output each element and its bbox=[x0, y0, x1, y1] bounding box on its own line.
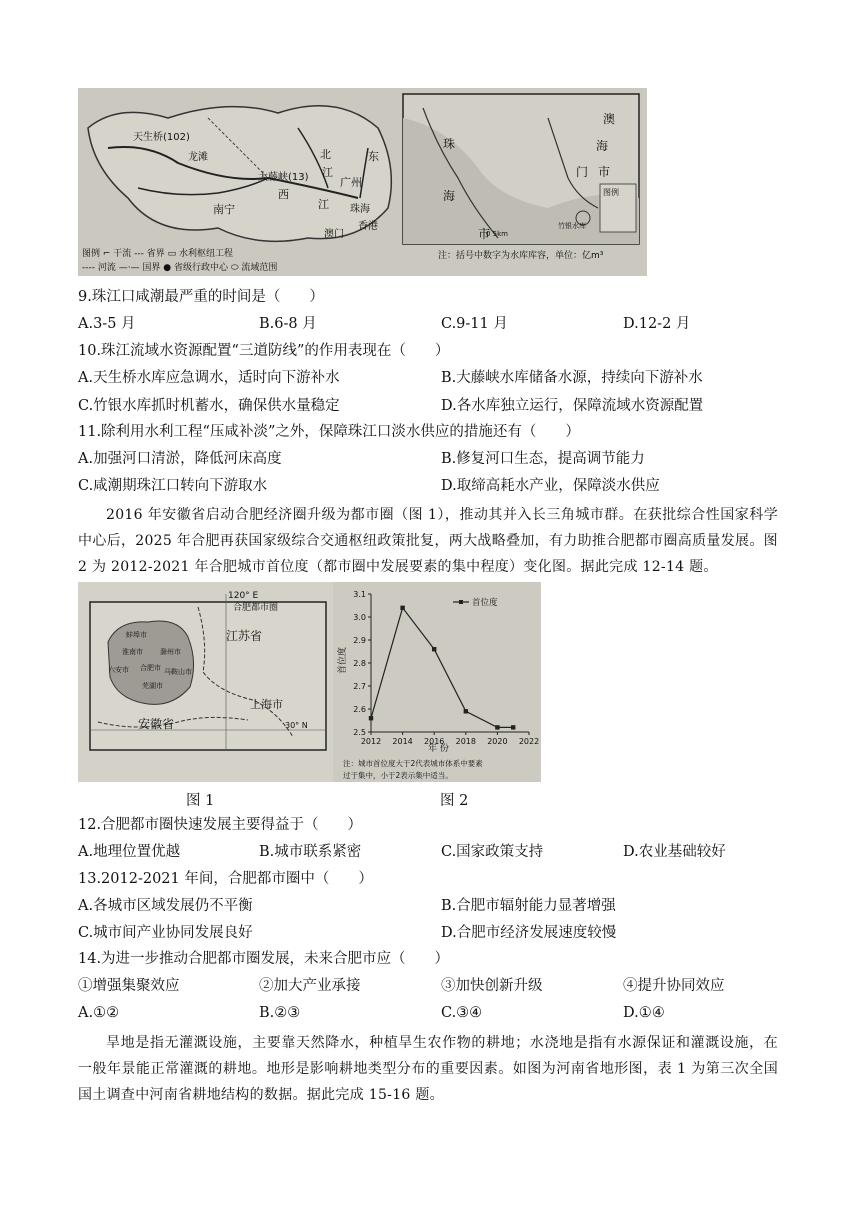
label-guangzhou: 广州 bbox=[340, 176, 362, 189]
city-bengbu: 蚌埠市 bbox=[126, 631, 147, 639]
map1-legend: 图例 ⌐ 干流 --- 省界 ▭ 水利枢纽工程 bbox=[82, 249, 233, 259]
label-zhuhai: 珠海 bbox=[350, 204, 370, 215]
q12-option-c[interactable]: C.国家政策支持 bbox=[441, 844, 544, 860]
q14-option-b[interactable]: B.②③ bbox=[259, 1005, 301, 1021]
q13-option-a[interactable]: A.各城市区域发展仍不平衡 bbox=[78, 898, 253, 914]
q10-option-b[interactable]: B.大藤峡水库储备水源，持续向下游补水 bbox=[441, 370, 703, 386]
figure-1-caption: 图 1 bbox=[186, 793, 215, 809]
chart-ylabel: 首位度 bbox=[338, 646, 348, 674]
map1-legend-2: ---- 河流 —·— 国界 ● 省级行政中心 ⬭ 流域范围 bbox=[82, 263, 278, 273]
passage-henan: 旱地是指无灌溉设施，主要靠天然降水，种植旱生农作物的耕地；水浇地是指有水源保证和灌溉设施，在一般年景能正常灌溉的耕地。地形是影响耕地类型分布的重要因素。如图为河南省地形图，表 1 为第三次全国国土调查中河南省耕地结构的数据。据此完成 15-16 题。 bbox=[78, 1035, 778, 1103]
q14-item-1: ①增强集聚效应 bbox=[78, 978, 180, 994]
chart-x-tick-label: 2018 bbox=[455, 737, 476, 746]
label-bei: 北 bbox=[320, 148, 331, 161]
q14-option-c[interactable]: C.③④ bbox=[441, 1005, 483, 1021]
label-xi: 西 bbox=[278, 188, 289, 201]
chart-point bbox=[511, 725, 515, 729]
map2-anhui: 安徽省 bbox=[138, 717, 175, 731]
inset-label-men: 门 bbox=[576, 165, 589, 179]
q9-stem: 9.珠江口咸潮最严重的时间是（ ） bbox=[78, 289, 324, 305]
q9-option-a[interactable]: A.3-5 月 bbox=[78, 316, 136, 332]
inset-legend: 图例 bbox=[603, 188, 619, 197]
city-chuzhou: 滁州市 bbox=[160, 648, 181, 656]
inset-label-ao: 澳 bbox=[603, 112, 616, 126]
chart-point bbox=[495, 725, 499, 729]
q11-option-b[interactable]: B.修复河口生态，提高调节能力 bbox=[441, 451, 645, 467]
q12-option-b[interactable]: B.城市联系紧密 bbox=[259, 844, 362, 860]
chart-point bbox=[432, 647, 436, 651]
label-aomen: 澳门 bbox=[324, 229, 344, 240]
q10-stem: 10.珠江流域水资源配置“三道防线”的作用表现在（ ） bbox=[78, 343, 450, 359]
label-bei-jiang: 江 bbox=[322, 166, 333, 179]
city-wuhu: 芜湖市 bbox=[142, 682, 163, 690]
chart-x-tick-label: 2014 bbox=[392, 737, 413, 746]
label-longtan: 龙滩 bbox=[188, 152, 208, 163]
chart-point bbox=[464, 709, 468, 713]
q14-option-d[interactable]: D.①④ bbox=[623, 1005, 665, 1021]
q14-item-4: ④提升协同效应 bbox=[623, 978, 725, 994]
q11-option-a[interactable]: A.加强河口清淤，降低河床高度 bbox=[78, 451, 282, 467]
chart-note-2: 过于集中，小于2表示集中适当。 bbox=[343, 771, 453, 780]
q14-stem: 14.为进一步推动合肥都市圈发展，未来合肥市应（ ） bbox=[78, 951, 450, 967]
inset-scale: 0 5km bbox=[486, 230, 509, 238]
passage-hefei: 2016 年安徽省启动合肥经济圈升级为都市圈（图 1），推动其并入长三角城市群。在获批综合性国家科学中心后，2025 年合肥再获国家级综合交通枢纽政策批复，两大战略叠加，有力助推合肥都市圈高质量发展。图 2 为 2012-2021 年合肥城市首位度（都市圈中发展要素的集中程度）变化图。据此完成 12-14 题。 bbox=[78, 507, 778, 575]
inset-label-hai: 海 bbox=[443, 189, 456, 203]
q10-option-a[interactable]: A.天生桥水库应急调水，适时向下游补水 bbox=[78, 370, 340, 386]
map2-lat: 30° N bbox=[285, 721, 308, 730]
q12-stem: 12.合肥都市圈快速发展主要得益于（ ） bbox=[78, 817, 363, 833]
city-huainan: 淮南市 bbox=[122, 648, 143, 656]
q13-option-b[interactable]: B.合肥市辐射能力显著增强 bbox=[441, 898, 616, 914]
q12-option-d[interactable]: D.农业基础较好 bbox=[623, 844, 726, 860]
inset-label-zhu: 珠 bbox=[443, 137, 456, 151]
q10-option-c[interactable]: C.竹银水库抓时机蓄水，确保供水量稳定 bbox=[78, 398, 340, 414]
label-jiang: 江 bbox=[318, 198, 329, 211]
city-luan: 六安市 bbox=[108, 666, 129, 674]
q14-item-3: ③加快创新升级 bbox=[441, 978, 543, 994]
inset-label-zhuyin: 竹银水库 bbox=[558, 222, 586, 230]
q13-option-d[interactable]: D.合肥市经济发展速度较慢 bbox=[441, 925, 617, 941]
chart-note-1: 注：城市首位度大于2代表城市体系中要素 bbox=[343, 759, 483, 768]
q9-option-b[interactable]: B.6-8 月 bbox=[259, 316, 317, 332]
q14-option-a[interactable]: A.①② bbox=[78, 1005, 120, 1021]
q11-option-c[interactable]: C.咸潮期珠江口转向下游取水 bbox=[78, 478, 268, 494]
city-maanshan: 马鞍山市 bbox=[164, 668, 192, 676]
inset-label-hai2: 海 bbox=[596, 139, 609, 153]
chart-y-tick-label: 2.5 bbox=[353, 728, 366, 737]
label-tianshengqiao: 天生桥(102) bbox=[133, 132, 190, 143]
q13-option-c[interactable]: C.城市间产业协同发展良好 bbox=[78, 925, 253, 941]
q9-option-d[interactable]: D.12-2 月 bbox=[623, 316, 691, 332]
chart-x-tick-label: 2022 bbox=[518, 737, 540, 746]
map2-hefei-circle: 合肥都市圈 bbox=[233, 603, 279, 613]
map2-jiangsu: 江苏省 bbox=[226, 629, 263, 643]
q9-option-c[interactable]: C.9-11 月 bbox=[441, 316, 508, 332]
chart-x-tick-label: 2016 bbox=[424, 737, 445, 746]
pearl-river-map bbox=[78, 88, 647, 276]
chart-x-tick-label: 2012 bbox=[360, 737, 382, 746]
label-xianggang: 香港 bbox=[358, 221, 378, 232]
inset-label-shi: 市 bbox=[478, 227, 491, 241]
q14-item-2: ②加大产业承接 bbox=[259, 978, 361, 994]
chart-x-tick-label: 2020 bbox=[487, 737, 508, 746]
q11-stem: 11.除利用水利工程“压咸补淡”之外，保障珠江口淡水供应的措施还有（ ） bbox=[78, 424, 580, 440]
q11-option-d[interactable]: D.取缔高耗水产业，保障淡水供应 bbox=[441, 478, 660, 494]
city-hefei: 合肥市 bbox=[140, 664, 161, 672]
map2-lon: 120° E bbox=[228, 591, 259, 601]
map2-shanghai: 上海市 bbox=[250, 698, 283, 711]
chart-y-tick-label: 3.1 bbox=[353, 590, 366, 599]
label-dong: 东 bbox=[368, 150, 379, 163]
chart-legend-marker bbox=[459, 600, 463, 604]
label-datengxia: 大藤峡(13) bbox=[258, 172, 309, 183]
chart-point bbox=[369, 716, 373, 720]
q10-option-d[interactable]: D.各水库独立运行，保障流域水资源配置 bbox=[441, 398, 704, 414]
q13-stem: 13.2012-2021 年间，合肥都市圈中（ ） bbox=[78, 871, 373, 887]
chart-y-tick-label: 2.6 bbox=[353, 705, 366, 714]
q12-option-a[interactable]: A.地理位置优越 bbox=[78, 844, 181, 860]
chart-y-tick-label: 2.9 bbox=[353, 636, 366, 645]
chart-y-tick-label: 2.7 bbox=[353, 682, 366, 691]
chart-y-tick-label: 3.0 bbox=[353, 613, 366, 622]
figure-2-caption: 图 2 bbox=[440, 793, 469, 809]
chart-xlabel: 年 份 bbox=[428, 744, 449, 754]
inset-label-shi2: 市 bbox=[598, 165, 611, 179]
chart-series-line bbox=[371, 608, 513, 728]
chart-legend-label: 首位度 bbox=[472, 598, 498, 608]
label-nanning: 南宁 bbox=[213, 203, 235, 216]
chart-point bbox=[400, 606, 404, 610]
map1-note: 注：括号中数字为水库库容，单位：亿m³ bbox=[438, 251, 604, 261]
chart-y-tick-label: 2.8 bbox=[353, 659, 366, 668]
primacy-chart bbox=[333, 582, 541, 782]
